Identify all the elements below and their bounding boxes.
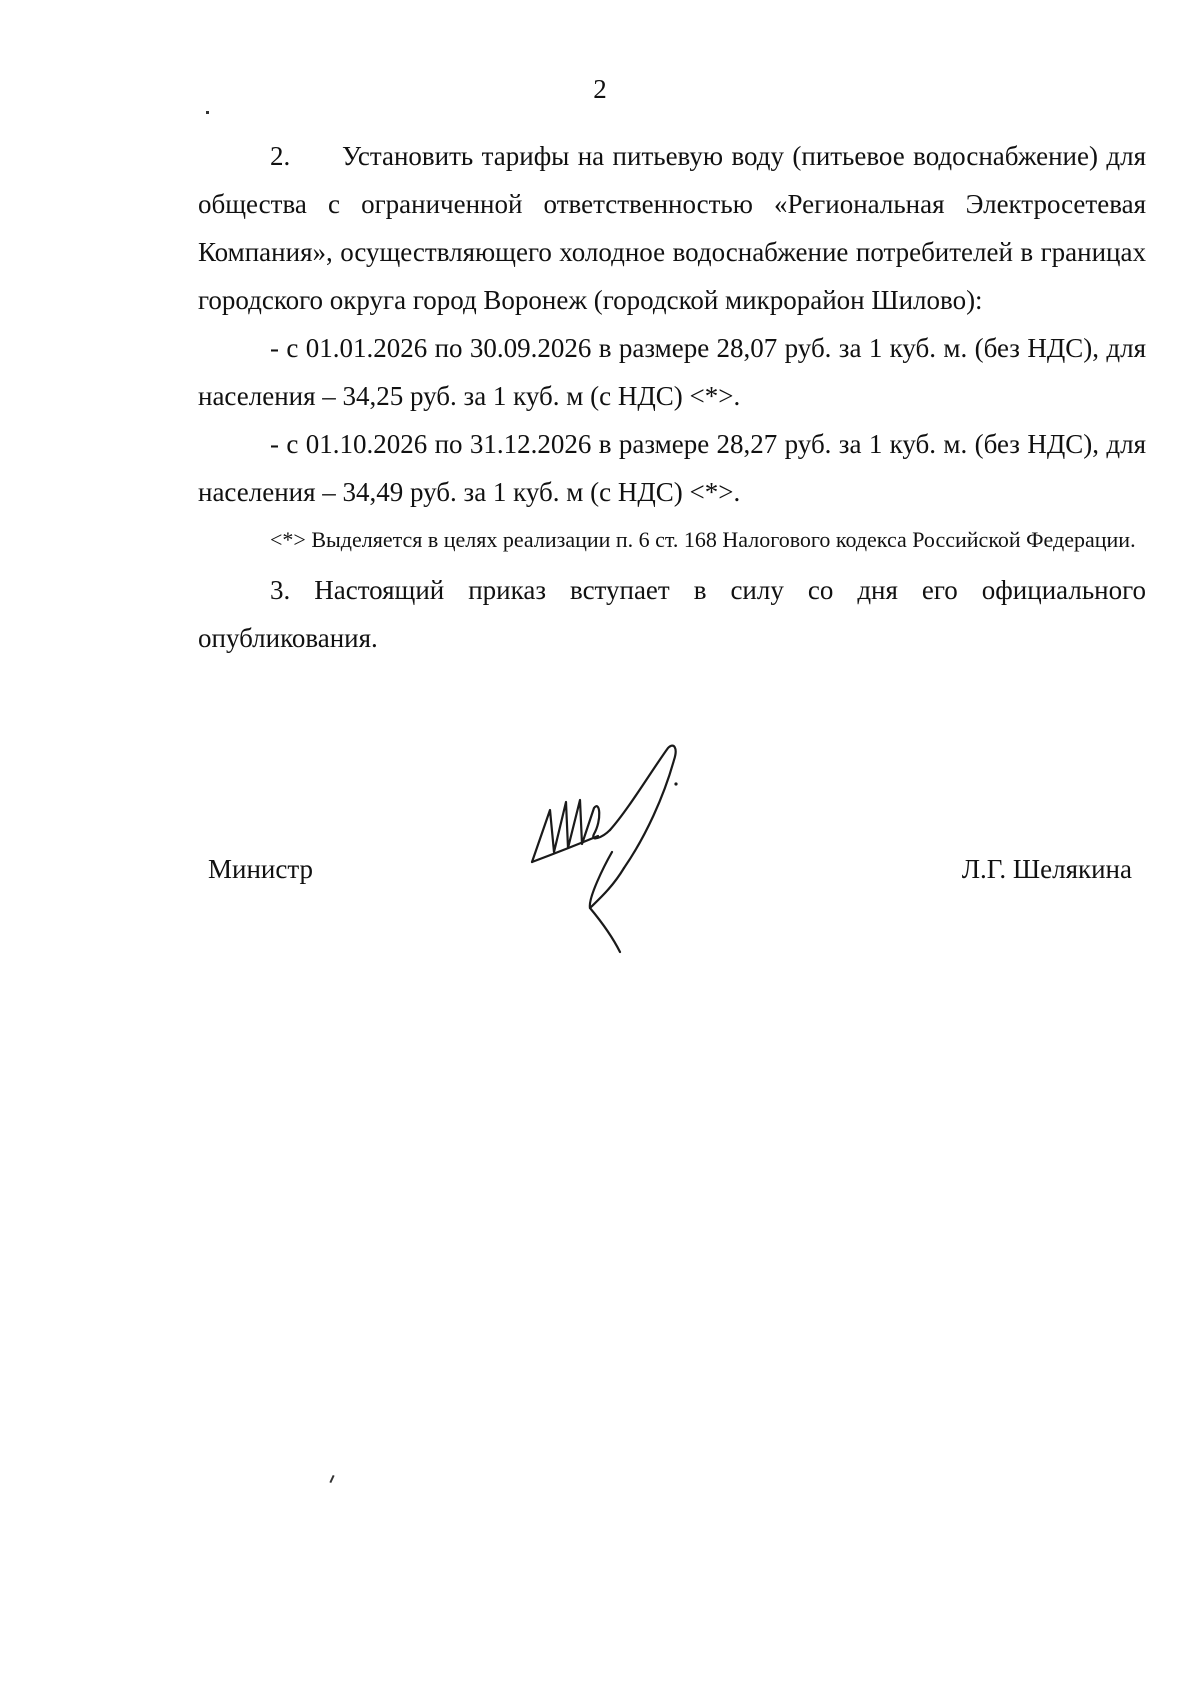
paragraph-2-text: Установить тарифы на питьевую воду (питьевое водоснабжение) для общества с ограниченной ответственностью «Региональная Электросетевая Компания», осуществляющего холодное водоснабжение потребителей в границах городского округа город Воронеж (городской микрорайон Шилово): [198,141,1146,315]
footnote: <*> Выделяется в целях реализации п. 6 ст. 168 Налогового кодекса Российской Федерации. [270,527,1136,552]
tariff-period-1: - с 01.01.2026 по 30.09.2026 в размере 28,07 руб. за 1 куб. м. (без НДС), для населения – 34,25 руб. за 1 куб. м (с НДС) <*>. [198,333,1146,411]
scan-speck [206,111,209,114]
paragraph-3: 3. Настоящий приказ вступает в силу со дня его официального опубликования. [198,575,1146,653]
signatory-name: Л.Г. Шелякина [961,854,1132,884]
signatory-title: Министр [208,854,313,884]
handwritten-signature [528,740,728,960]
paragraph-number: 2. [270,141,291,171]
page-number: 2 [593,74,607,104]
tariff-period-2: - с 01.10.2026 по 31.12.2026 в размере 28,27 руб. за 1 куб. м. (без НДС), для населения – 34,49 руб. за 1 куб. м (с НДС) <*>. [198,429,1146,507]
paragraph-2 [198,132,1146,324]
document-body [198,132,1146,662]
scan-speck [329,1475,334,1483]
signature-block [198,740,1146,960]
